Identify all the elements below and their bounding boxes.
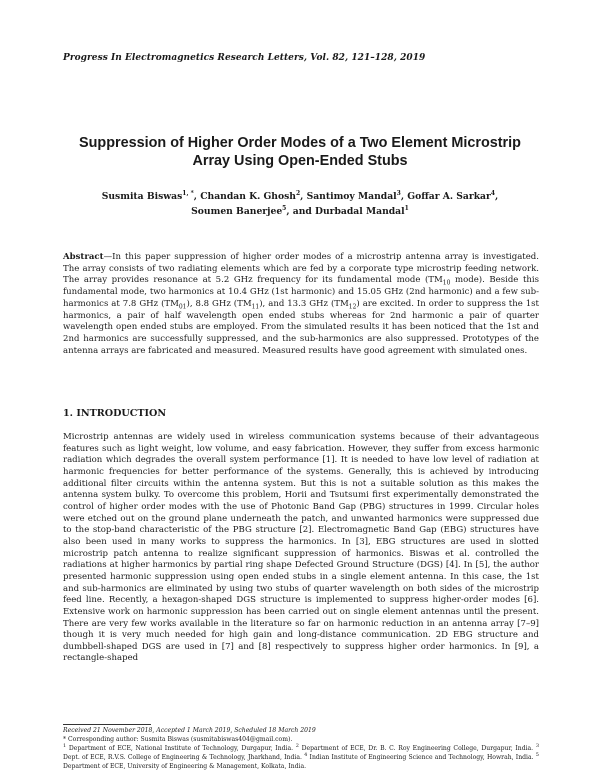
author-separator: , — [300, 191, 307, 202]
author-affiliation-mark: 1, * — [182, 189, 194, 197]
abstract-text: mode). Beside this fundamental mode, two harmonics at 10.4 GHz (1st harmonic) and 15.05 GHz (2nd harmonic) and a few sub-harmonics at 7.8 GHz (TM — [63, 275, 539, 309]
affiliation-mark: 5 — [535, 751, 539, 758]
author-separator: , — [400, 191, 408, 202]
affiliation-text: Department of ECE, National Institute of Technology, Durgapur, India. — [66, 744, 296, 752]
author-affiliation-mark: 5 — [282, 204, 287, 212]
affiliations — [63, 742, 540, 772]
author-name: Chandan K. Ghosh — [200, 191, 296, 202]
mode-subscript: 12 — [348, 303, 357, 311]
author-affiliation-mark: 3 — [396, 189, 401, 197]
affiliation-mark: 4 — [304, 751, 308, 758]
abstract-text: ), 8.8 GHz (TM — [186, 298, 252, 309]
author-separator: , and — [286, 205, 316, 217]
corresponding-author: * Corresponding author: Susmita Biswas (susmitabiswas404@gmail.com). — [63, 735, 293, 743]
author-line-1 — [63, 190, 537, 205]
title-line-1: Suppression of Higher Order Modes of a Two Element Microstrip — [79, 135, 521, 151]
author-separator: , — [193, 191, 201, 202]
mode-subscript: 11 — [251, 303, 260, 311]
journal-citation: Progress In Electromagnetics Research Letters, Vol. 82, 121–128, 2019 — [63, 53, 426, 63]
footnote-divider — [63, 724, 151, 725]
affiliation-mark: 3 — [535, 742, 540, 749]
author-name: Susmita Biswas — [101, 191, 183, 202]
footnotes — [63, 727, 539, 772]
abstract-label: Abstract — [63, 252, 104, 262]
author-name: Durbadal Mandal — [315, 205, 405, 217]
received-dates: Received 21 November 2018, Accepted 1 March 2019, Scheduled 18 March 2019 — [63, 727, 316, 734]
mode-subscript: 10 — [442, 280, 451, 288]
introduction-text: Microstrip antennas are widely used in wireless communication systems because of their advantageous features such as light weight, low volume, and easy fabrication. However, they suffer from excess harmonic radiation which degrades the overall system performance [1]. It is needed to have low level of radiation at harmonic frequencies for better performance of the systems. Generally, this is achieved by introducing additional filter circuits within the antenna system. But this is not a suitable solution as this makes the antenna system bulky. To overcome this problem, Horii and Tsutsumi first experimentally demonstrated the control of higher order modes with the use of Photonic Band Gap (PBG) structures in 1999. Circular holes were etched out on the ground plane underneath the patch, and unwanted harmonics were suppressed due to the stop-band characteristic of the PBG structure [2]. Electromagnetic Band Gap (EBG) structures have also been used in many works to suppress the harmonics. In [3], EBG structures are used in slotted microstrip patch antenna to realize significant suppression of harmonics. Biswas et al. controlled the radiations at higher harmonics by partial ring shape Defected Ground Structure (DGS) [4]. In [5], the author presented harmonic suppression using open ended stubs in a single element antenna. In this case, the 1st and sub-harmonics are eliminated by using two stubs of quarter wavelength on both sides of the microstrip feed line. Recently, a hexagon-shaped DGS structure is implemented to suppress higher-order modes [6]. Extensive work on harmonic suppression has been carried out on single element antennas until the present. There are very few works available in the literature so far on harmonic reduction in an antenna array [7–9] though it is very much needed for high gain and long-distance communication. 2D EBG structure and dumbbell-shaped DGS are used in [7] and [8] respectively to suppress higher order harmonics. In [9], a rectangle-shaped — [63, 432, 539, 664]
abstract — [63, 252, 539, 357]
abstract-text: ), and 13.3 GHz (TM — [259, 298, 349, 309]
affiliation-mark: 2 — [295, 742, 299, 749]
affiliation-text: Department of ECE, University of Engineering & Management, Kolkata, India. — [63, 762, 307, 770]
mode-subscript: 01 — [178, 303, 187, 311]
affiliation-text: Indian Institute of Engineering Science and Technology, Howrah, India. — [307, 753, 536, 761]
author-name: Santimoy Mandal — [306, 191, 397, 202]
abstract-text: ) are excited. In order to suppress the 1st harmonics, a pair of half wavelength open ended stubs whereas for 2nd harmonic a pair of quarter wavelength open ended stubs are employed. From the simulated results it has been noticed that the 1st and 2nd harmonics are successfully suppressed, and the sub-harmonics are also suppressed. Prototypes of the antenna arrays are fabricated and measured. Measured results have good agreement with simulated ones. — [63, 298, 539, 356]
affiliation-text: Department of ECE, Dr. B. C. Roy Engineering College, Durgapur, India. — [298, 744, 536, 752]
author-separator: , — [495, 191, 499, 202]
author-affiliation-mark: 2 — [295, 189, 301, 197]
abstract-text: —In this paper suppression of higher order modes of a microstrip antenna array is investigated. The array consists of two radiating elements which are fed by a corporate type microstrip feeding network. The array provides resonance at 5.2 GHz frequency for its fundamental mode (TM — [63, 252, 539, 286]
author-list — [63, 190, 537, 219]
author-affiliation-mark: 4 — [490, 189, 496, 197]
affiliation-text: Dept. of ECE, R.V.S. College of Engineering & Technology, Jharkhand, India. — [63, 753, 305, 761]
affiliation-mark: 1 — [63, 742, 67, 749]
paper-title — [63, 134, 537, 170]
author-affiliation-mark: 1 — [404, 204, 409, 212]
author-name: Goffar A. Sarkar — [407, 191, 491, 202]
author-name: Soumen Banerjee — [191, 205, 283, 217]
author-line-2 — [63, 205, 537, 220]
section-heading: 1. INTRODUCTION — [63, 408, 167, 419]
title-line-2: Array Using Open-Ended Stubs — [192, 153, 408, 169]
